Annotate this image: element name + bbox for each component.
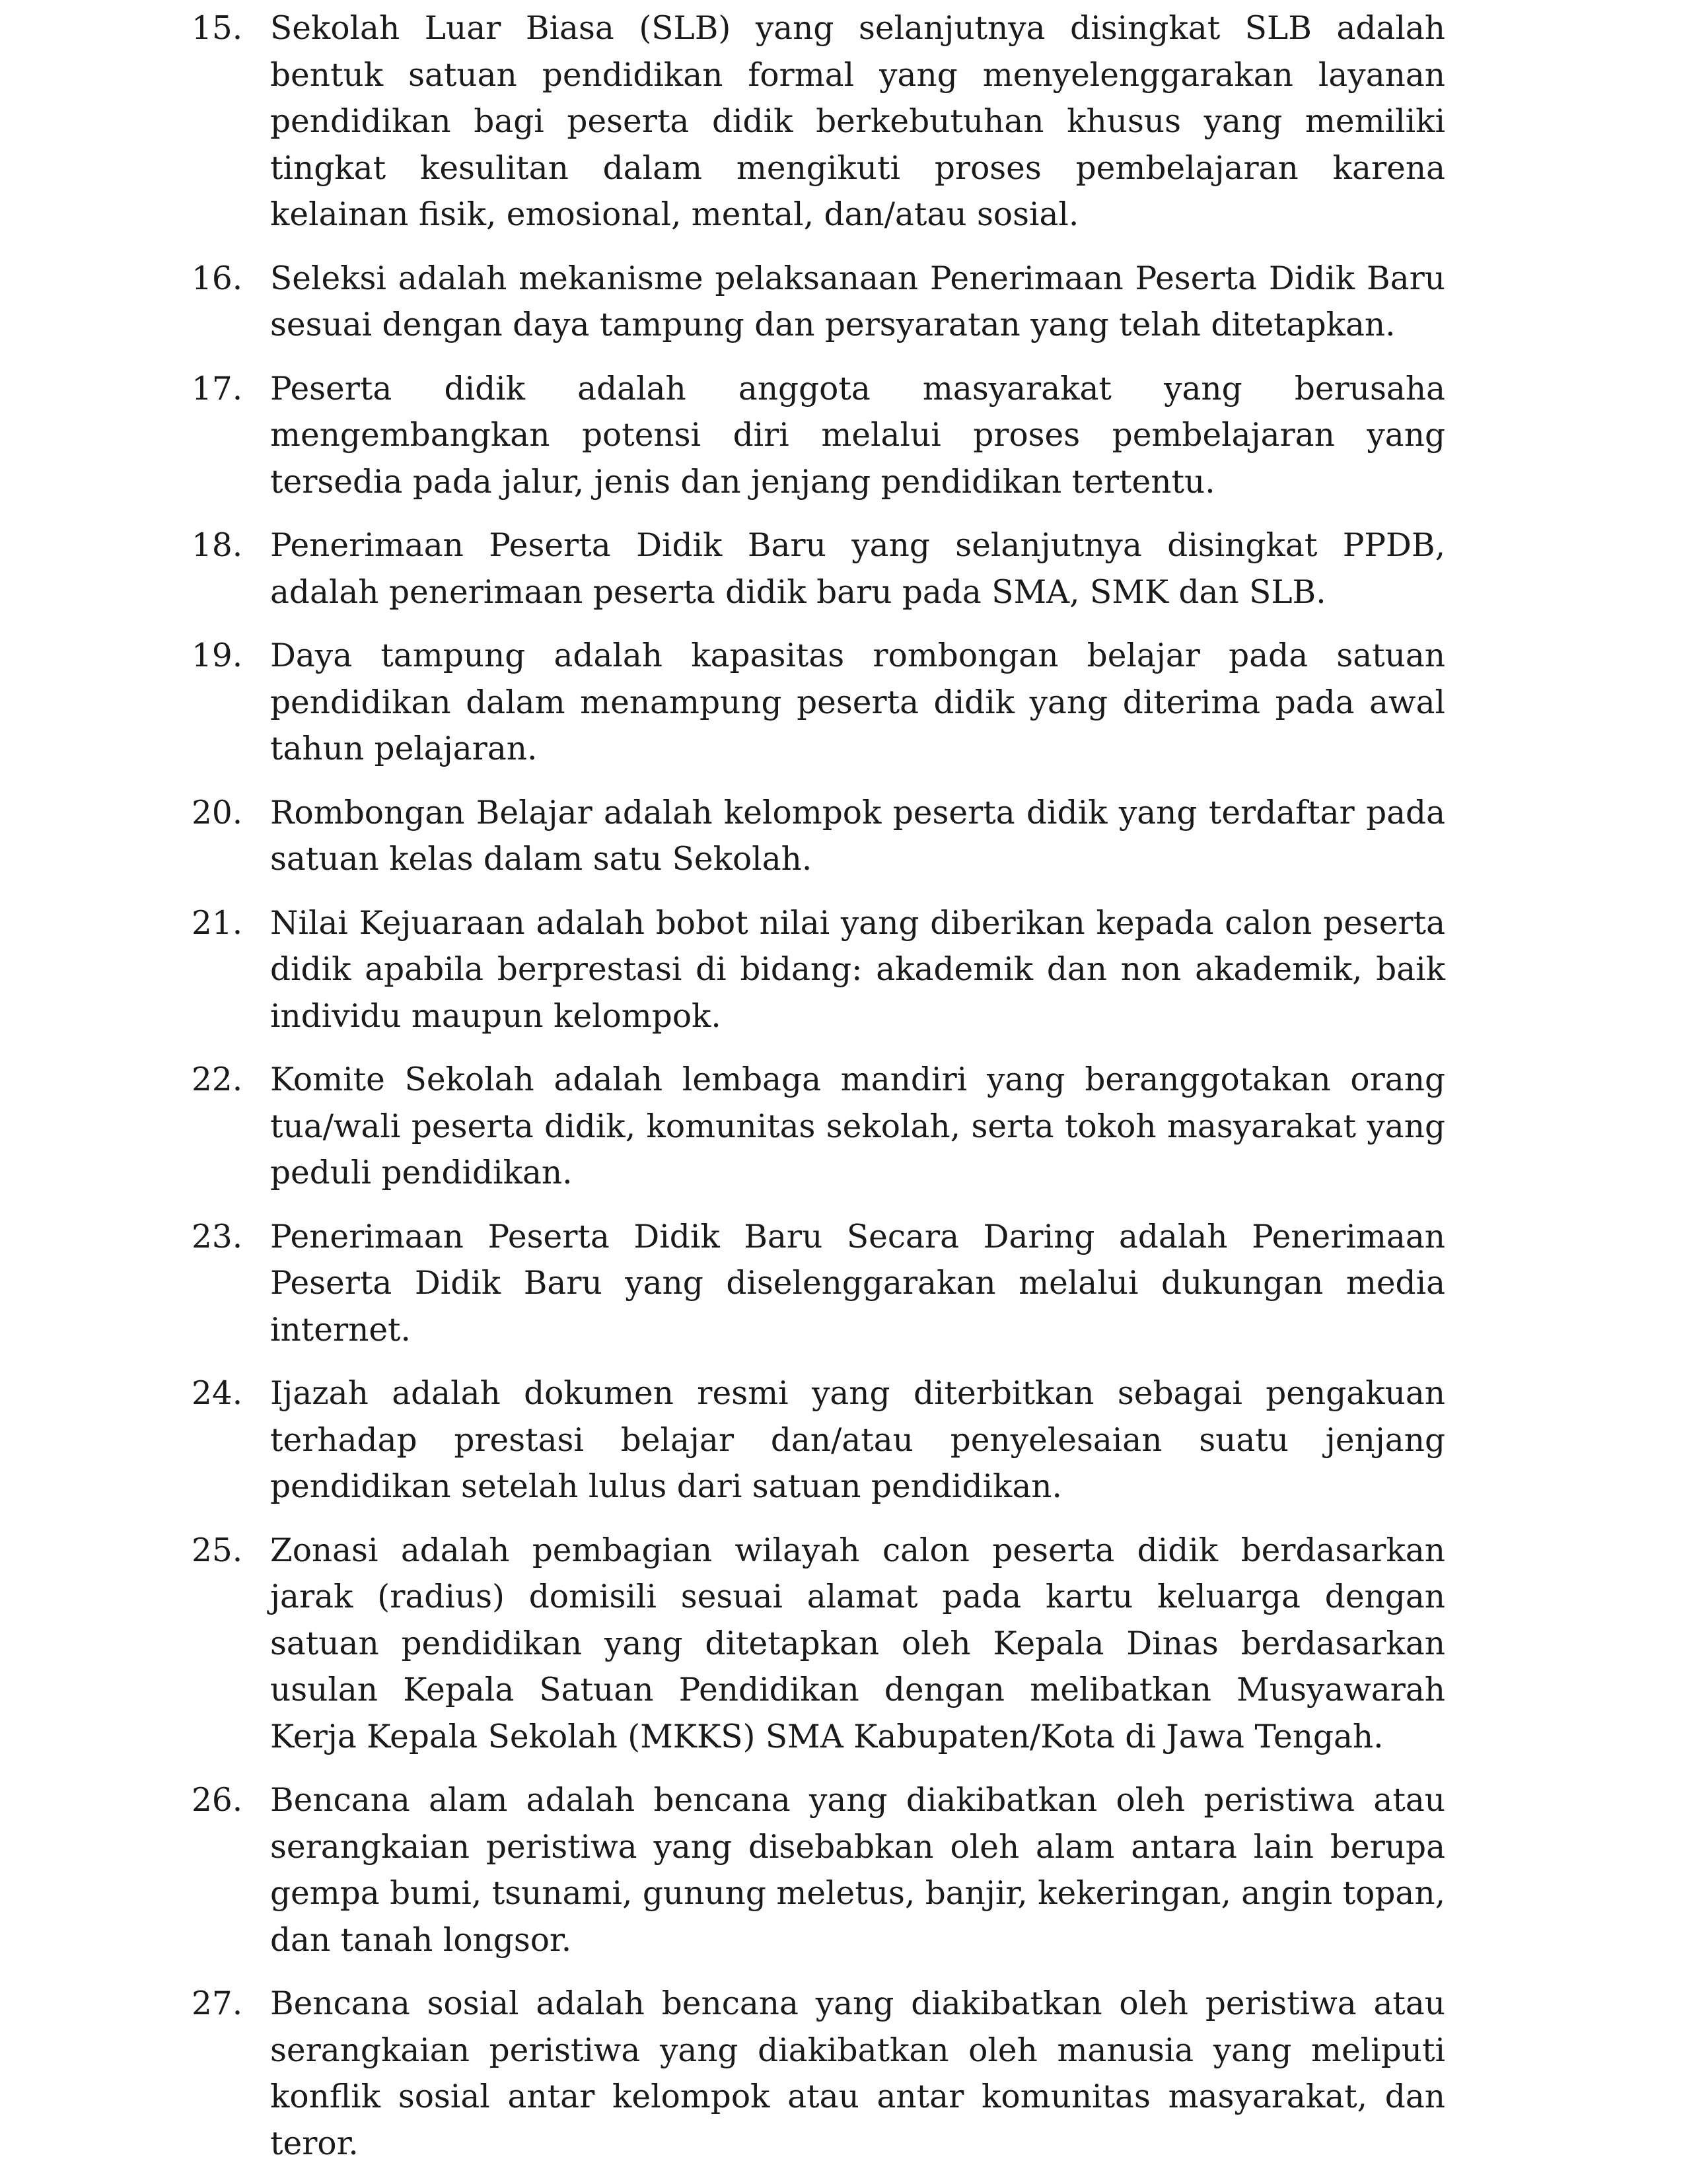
item-number: 21.	[192, 904, 243, 942]
list-item	[192, 633, 1445, 773]
item-number: 15.	[192, 10, 243, 47]
item-text: Peserta didik adalah anggota masyarakat yang berusaha mengembangkan potensi diri melalui proses pembelajaran yang tersedia pada jalur, jenis dan jenjang pendidikan tertentu.	[270, 370, 1445, 501]
list-item	[192, 1057, 1445, 1197]
item-number: 17.	[192, 370, 243, 407]
list-item	[192, 900, 1445, 1040]
item-number: 24.	[192, 1375, 243, 1412]
item-text: Ijazah adalah dokumen resmi yang diterbitkan sebagai pengakuan terhadap prestasi belajar dan/atau penyelesaian suatu jenjang pendidikan setelah lulus dari satuan pendidikan.	[270, 1375, 1445, 1505]
list-item	[192, 1370, 1445, 1510]
list-item	[192, 1777, 1445, 1963]
item-text: Rombongan Belajar adalah kelompok peserta didik yang terdaftar pada satuan kelas dalam satu Sekolah.	[270, 794, 1445, 878]
item-number: 26.	[192, 1782, 243, 1819]
item-text: Seleksi adalah mekanisme pelaksanaan Penerimaan Peserta Didik Baru sesuai dengan daya tampung dan persyaratan yang telah ditetapkan.	[270, 260, 1445, 343]
item-number: 16.	[192, 260, 243, 297]
list-item	[192, 366, 1445, 506]
item-number: 22.	[192, 1061, 243, 1098]
list-item	[192, 790, 1445, 883]
item-text: Penerimaan Peserta Didik Baru yang selanjutnya disingkat PPDB, adalah penerimaan peserta didik baru pada SMA, SMK dan SLB.	[270, 527, 1445, 611]
item-number: 18.	[192, 527, 243, 564]
item-text: Bencana alam adalah bencana yang diakibatkan oleh peristiwa atau serangkaian peristiwa yang disebabkan oleh alam antara lain berupa gempa bumi, tsunami, gunung meletus, banjir, kekeringan, angin topan, dan tanah longsor.	[270, 1782, 1445, 1959]
item-number: 25.	[192, 1532, 243, 1569]
item-number: 23.	[192, 1218, 243, 1255]
list-item	[192, 1981, 1445, 2167]
item-text: Bencana sosial adalah bencana yang diakibatkan oleh peristiwa atau serangkaian peristiwa yang diakibatkan oleh manusia yang meliputi konflik sosial antar kelompok atau antar komunitas masyarakat, dan teror.	[270, 1985, 1445, 2162]
item-text: Nilai Kejuaraan adalah bobot nilai yang diberikan kepada calon peserta didik apabila berprestasi di bidang: akademik dan non akademik, baik individu maupun kelompok.	[270, 904, 1445, 1035]
item-number: 20.	[192, 794, 243, 831]
list-item	[192, 1214, 1445, 1354]
item-number: 19.	[192, 637, 243, 674]
item-text: Sekolah Luar Biasa (SLB) yang selanjutnya disingkat SLB adalah bentuk satuan pendidikan formal yang menyelenggarakan layanan pendidikan bagi peserta didik berkebutuhan khusus yang memiliki tingkat kesulitan dalam mengikuti proses pembelajaran karena kelainan fisik, emosional, mental, dan/atau sosial.	[270, 10, 1445, 233]
list-item	[192, 5, 1445, 238]
item-number: 27.	[192, 1985, 243, 2022]
list-item	[192, 256, 1445, 349]
item-text: Penerimaan Peserta Didik Baru Secara Daring adalah Penerimaan Peserta Didik Baru yang diselenggarakan melalui dukungan media internet.	[270, 1218, 1445, 1349]
definition-list	[192, 5, 1445, 2184]
list-item	[192, 522, 1445, 616]
list-item	[192, 1528, 1445, 1761]
item-text: Komite Sekolah adalah lembaga mandiri yang beranggotakan orang tua/wali peserta didik, komunitas sekolah, serta tokoh masyarakat yang peduli pendidikan.	[270, 1061, 1445, 1191]
item-text: Daya tampung adalah kapasitas rombongan belajar pada satuan pendidikan dalam menampung peserta didik yang diterima pada awal tahun pelajaran.	[270, 637, 1445, 767]
item-text: Zonasi adalah pembagian wilayah calon peserta didik berdasarkan jarak (radius) domisili sesuai alamat pada kartu keluarga dengan satuan pendidikan yang ditetapkan oleh Kepala Dinas berdasarkan usulan Kepala Satuan Pendidikan dengan melibatkan Musyawarah Kerja Kepala Sekolah (MKKS) SMA Kabupaten/Kota di Jawa Tengah.	[270, 1532, 1445, 1755]
